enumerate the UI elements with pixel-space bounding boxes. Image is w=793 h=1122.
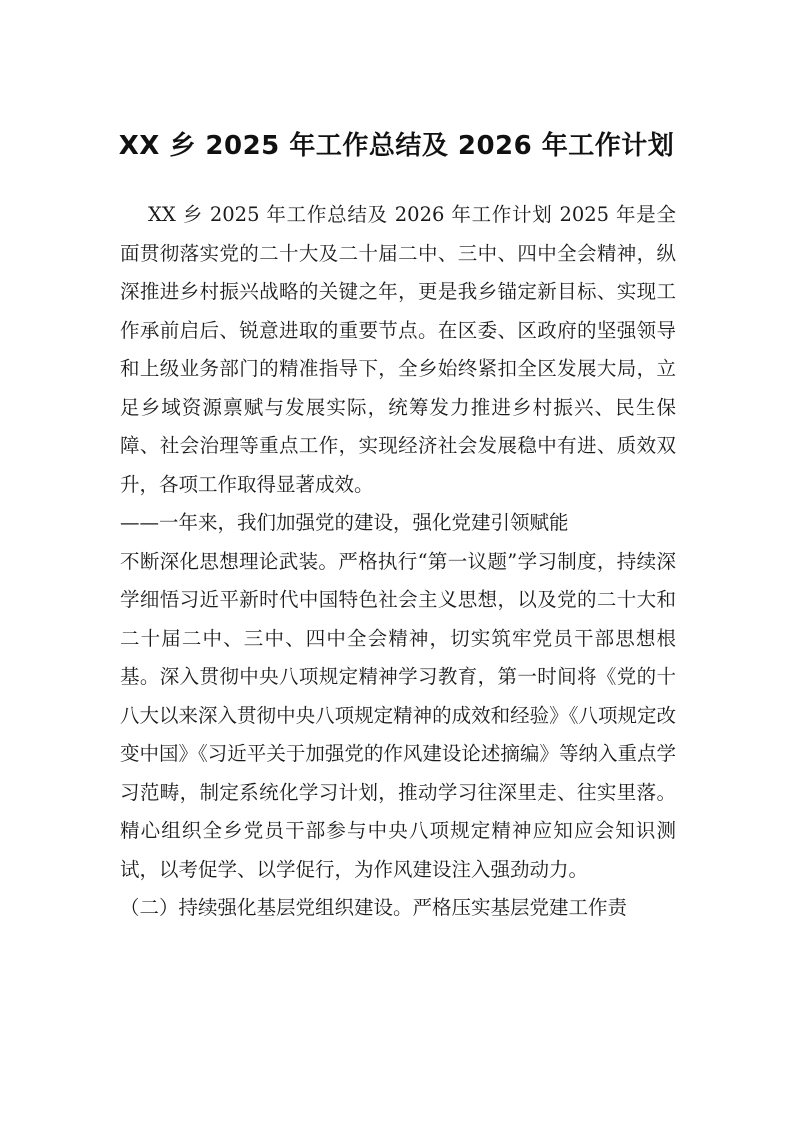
paragraph-intro: XX 乡 2025 年工作总结及 2026 年工作计划 2025 年是全面贯彻落实党的二十大及二十届二中、三中、四中全会精神，纵深推进乡村振兴战略的关键之年，更是我乡锚定新目标、实现工作承前启后、锐意进取的重要节点。在区委、区政府的坚强领导和上级业务部门的精准指导下，全乡始终紧扣全区发展大局，立足乡域资源禀赋与发展实际，统筹发力推进乡村振兴、民生保障、社会治理等重点工作，实现经济社会发展稳中有进、质效双升，各项工作取得显著成效。	[120, 203, 676, 496]
document-title: XX 乡 2025 年工作总结及 2026 年工作计划	[118, 131, 675, 161]
paragraph-section-heading: ——一年来，我们加强党的建设，强化党建引领赋能	[120, 511, 569, 534]
paragraph-theory-study: 不断深化思想理论武装。严格执行“第一议题”学习制度，持续深学细悟习近平新时代中国特色社会主义思想，以及党的二十大和二十届二中、三中、四中全会精神，切实筑牢党员干部思想根基。深入贯彻中央八项规定精神学习教育，第一时间将《党的十八大以来深入贯彻中央八项规定精神的成效和经验》《八项规定改变中国》《习近平关于加强党的作风建设论述摘编》等纳入重点学习范畴，制定系统化学习计划，推动学习往深里走、往实里落。精心组织全乡党员干部参与中央八项规定精神应知应会知识测试，以考促学、以学促行，为作风建设注入强劲动力。	[120, 549, 676, 881]
paragraph-subsection-two: （二）持续强化基层党组织建设。严格压实基层党建工作责	[120, 896, 628, 919]
document-body	[120, 196, 676, 928]
